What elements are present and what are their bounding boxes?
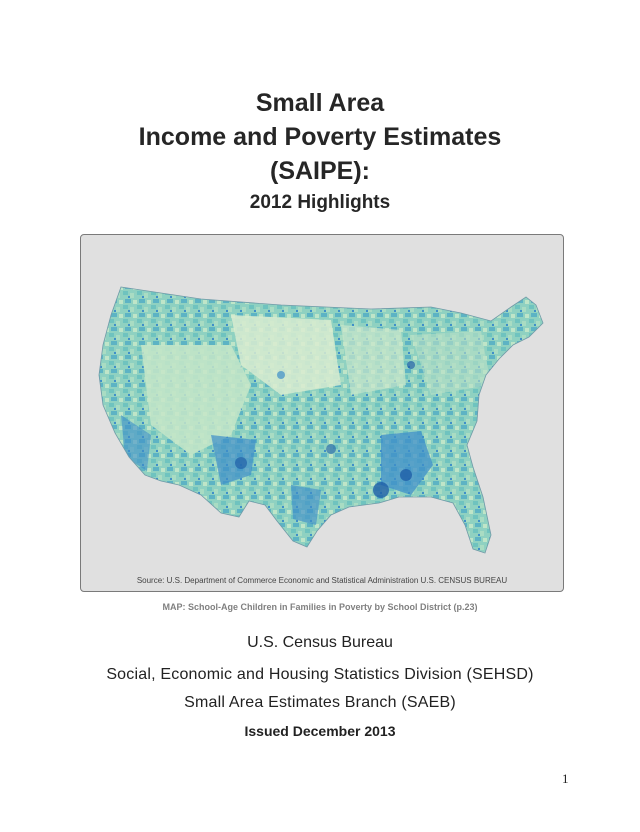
us-map-graphic [81,235,563,591]
poverty-map [80,234,564,592]
map-caption: MAP: School-Age Children in Families in Poverty by School District (p.23) [162,602,478,612]
title-line-3: (SAIPE): [270,157,370,185]
map-source: Source: U.S. Department of Commerce Economic and Statistical Administration U.S. CENSUS BUREAU [136,576,508,585]
subtitle: 2012 Highlights [249,192,391,213]
issued-date: Issued December 2013 [244,723,396,739]
branch-name: Small Area Estimates Branch (SAEB) [184,694,456,711]
title-line-2: Income and Poverty Estimates [138,123,502,151]
division-name: Social, Economic and Housing Statistics Division (SEHSD) [106,666,534,683]
title-line-1: Small Area [255,89,385,117]
page-number: 1 [562,771,569,786]
title-block [0,86,640,214]
organization-name: U.S. Census Bureau [247,634,393,651]
map-regions [81,235,563,591]
